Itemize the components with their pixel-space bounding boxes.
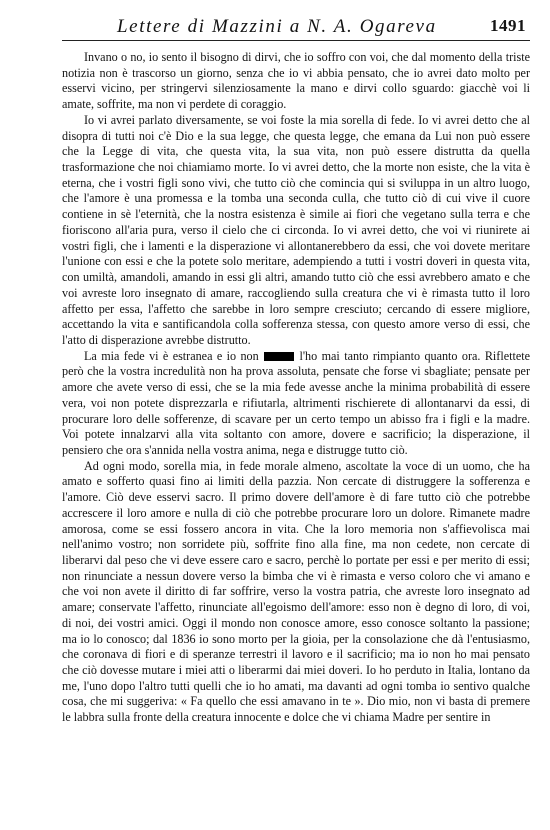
paragraph-3 [62, 349, 530, 459]
running-head: Lettere di Mazzini a N. A. Ogareva [117, 16, 437, 37]
page-number: 1491 [490, 16, 526, 35]
paragraph-3-rest: l'ho mai tanto rimpianto quanto ora. Riflettete però che la vostra incredulità non ha prova assoluta, pensate che forse vi sbagliate; pensate per amore che avete verso di essi, che se la mia fede avesse anche la minima probabilità di essere vera, voi non potete disprezzarla e rifiutarla, altrimenti rischierete di allontanarvi da essi, di procurare loro delle sofferenze, di scavare per un certo tempo un abisso fra i figli e la madre. Voi potete innalzarvi alla vita soltanto con amore, dovere e sacrificio; la disperazione, il pensiero che ora s'annida nella vostra anima, nega e distrugge tutto ciò. [62, 348, 530, 457]
paragraph-4: Ad ogni modo, sorella mia, in fede morale almeno, ascoltate la voce di un uomo, che ha amato e sofferto quasi fino ai limiti della pazzia. Non cercate di distruggere la sofferenza e l'amore. Ciò deve esservi sacro. Il primo dovere dell'amore è di fare tutto ciò che potrebbe accrescere il loro amore e nulla di ciò che potrebbe procurare loro un dolore. Rimanete madre amorosa, come se essi fossero ancora in vita. Che la loro memoria non s'affievolisca mai nell'animo vostro; non sorridete più, soffrite fino alla fine, ma non cedete, non cercate di liberarvi dal peso che vi deve essere caro e sacro, perchè lo portate per essi e per merito di essi; non rinunciate a nessun dovere verso la bimba che vi è rimasta e verso coloro che vi amano e che voi non avete il diritto di far soffrire, verso la vostra patria, che avreste loro insegnato ad amare; conservate l'affetto, rinunciate all'egoismo dell'amore: esso non è degno di loro, di voi, di noi, dei vostri amici. Oggi il mondo non conosce amore, esso conosce soltanto la passione; ma io lo conosco; dal 1836 io sono morto per la gioia, per la consolazione che dà l'entusiasmo, che coronava di fiori e di speranze terrestri il lavoro e il sacrificio; ma io non ho mai pensato che ciò dovesse mutare i miei atti o liberarmi dai miei doveri. Io ho perduto in Italia, lontano da me, l'uno dopo l'altro tutti quelli che io ho amati, ma davanti ad ogni tomba io sentivo qualche cosa, che mi suggeriva: « Fa quello che essi amavano in te ». Dio mio, non vi basta di premere le labbra sulla fronte della creatura innocente e dolce che vi chiama Madre per sentire in [62, 458, 530, 725]
paragraph-2: Io vi avrei parlato diversamente, se voi foste la mia sorella di fede. Io vi avrei detto che al disopra di tutti noi c'è Dio e la sua legge, che questa legge, che emana da Lui non può essere che la Legge di vita, che questa vita, la sua vita, non può essere distrutta da quella trasformazione che noi chiamiamo morte. Io vi avrei detto, che la morte non esiste, che la vita è eterna, che i vostri figli sono vivi, che tutto ciò che comincia qui si sviluppa in un altro luogo, che l'amore è una promessa e la tomba una seconda culla, che tutto ciò di cui vive il cuore contiene in sè l'eternità, che la nostra esistenza è simile ai fiori che vegetano sulla terra e che fioriscono all'aria pura, verso il cielo che ci circonda. Io vi avrei detto, che voi vi riunirete ai vostri figli, che i lamenti e la disperazione vi allontanerebbero da essi, che voi dovete meritare l'unione con essi e che la potete solo meritare, adempiendo a tutti i vostri doveri in questa vita, con umiltà, amandoli, amando in essi gli altri, amando tutto ciò che essi avrebbero amato e che voi avreste loro insegnato di amare, raccogliendo sulla creatura che vi è rimasta tutto il loro affetto per essa, l'affetto che sarebbe in loro sempre cresciuto; cercando di essere migliore, accettando la vita e santificandola colla sofferenza stessa, con questo amore verso di essi, che l'atto di disperazione avrebbe distrutto. [62, 112, 530, 347]
page-header [62, 14, 530, 41]
paragraph-1: Invano o no, io sento il bisogno di dirvi, che io soffro con voi, che dal momento della triste notizia non è trascorso un giorno, senza che io vi abbia pensato, che io avrei dato molto per esservi vicino, per stringervi silenziosamente la mano e dirvi collo sguardo: giacchè voi li amate, soffrite, ma non vi perdete di coraggio. [62, 50, 530, 112]
letter-body [62, 50, 530, 726]
paragraph-3-lead: La mia fede vi è estranea e io non [84, 348, 259, 363]
redaction-mark [264, 352, 294, 361]
